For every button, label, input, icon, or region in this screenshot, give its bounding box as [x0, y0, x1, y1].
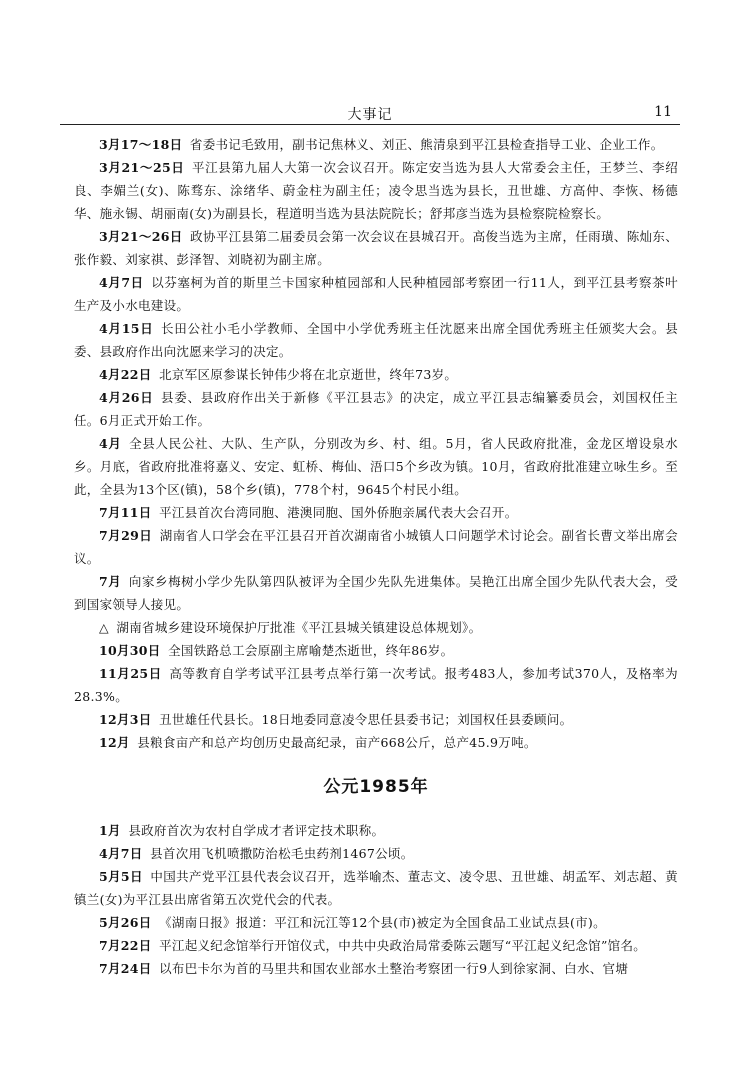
entry-text: 全国铁路总工会原副主席喻楚杰逝世，终年86岁。 — [168, 643, 454, 658]
chronicle-entry — [74, 524, 678, 570]
entry-text: 湖南省城乡建设环境保护厅批准《平江县城关镇建设总体规划》。 — [116, 620, 482, 635]
entry-date: 3月17～18日 — [99, 137, 183, 152]
chronicle-entry — [74, 842, 678, 865]
chronicle-entry — [74, 865, 678, 911]
chronicle-entry — [74, 501, 678, 524]
chronicle-entry — [74, 156, 678, 225]
entry-date: 7月22日 — [99, 938, 152, 953]
entry-text: 平江县首次台湾同胞、港澳同胞、国外侨胞亲属代表大会召开。 — [159, 505, 518, 520]
chronicle-entry — [74, 708, 678, 731]
entry-date: 7月 — [99, 574, 122, 589]
chronicle-entry — [74, 570, 678, 616]
entry-text: 以布巴卡尔为首的马里共和国农业部水土整治考察团一行9人到徐家洞、白水、官塘 — [159, 961, 629, 976]
entry-text: 平江起义纪念馆举行开馆仪式，中共中央政治局常委陈云题写“平江起义纪念馆”馆名。 — [159, 938, 647, 953]
chronicle-entry — [74, 911, 678, 934]
entry-text: 平江县第九届人大第一次会议召开。陈定安当选为县人大常委会主任，王梦兰、李绍良、李媚兰(女)、陈骛东、涂绪华、蔚金柱为副主任；凌令思当选为县长，丑世雄、方高仲、李恢、杨德华、施永锡、胡丽南(女)为副县长，程道明当选为县法院院长；舒邦彦当选为县检察院检察长。 — [74, 160, 678, 221]
entry-text: 省委书记毛致用，副书记焦林义、刘正、熊清泉到平江县检查指导工业、企业工作。 — [189, 137, 664, 152]
chronicle-entry — [74, 225, 678, 271]
chronicle-entry — [74, 957, 678, 980]
entries-1985 — [74, 819, 678, 980]
entry-text: 《湖南日报》报道：平江和沅江等12个县(市)被定为全国食品工业试点县(市)。 — [159, 915, 606, 930]
entry-date: 3月21～25日 — [99, 160, 185, 175]
entry-date: 5月5日 — [99, 869, 143, 884]
chronicle-entry — [74, 731, 678, 754]
entry-text: 政协平江县第二届委员会第一次会议在县城召开。高俊当选为主席，任雨璜、陈灿东、张作毅、刘家祺、彭泽智、刘晓初为副主席。 — [74, 229, 679, 267]
entry-date: 7月24日 — [99, 961, 152, 976]
main-content — [74, 133, 678, 980]
entry-date: 4月 — [99, 436, 122, 451]
entry-date: 4月22日 — [99, 367, 152, 382]
chronicle-entry — [74, 662, 678, 708]
entry-date: 5月26日 — [99, 915, 152, 930]
running-header — [60, 104, 680, 125]
chronicle-entry — [74, 317, 678, 363]
chronicle-entry — [74, 819, 678, 842]
chronicle-entry — [74, 133, 678, 156]
entry-text: 全县人民公社、大队、生产队，分别改为乡、村、组。5月，省人民政府批准，金龙区增设泉水乡。月底，省政府批准将嘉义、安定、虹桥、梅仙、浯口5个乡改为镇。10月，省政府批准建立咏生乡。至此，全县为13个区(镇)，58个乡(镇)，778个村，9645个村民小组。 — [74, 436, 678, 497]
chronicle-entry — [74, 386, 678, 432]
entry-text: 长田公社小毛小学教师、全国中小学优秀班主任沈愿来出席全国优秀班主任颁奖大会。县委、县政府作出向沈愿来学习的决定。 — [74, 321, 679, 359]
entry-date: 4月7日 — [99, 846, 143, 861]
chronicle-entry — [74, 616, 678, 639]
entry-text: 以芬塞柯为首的斯里兰卡国家种植园部和人民种植园部考察团一行11人，到平江县考察茶叶生产及小水电建设。 — [74, 275, 678, 313]
chronicle-entry — [74, 363, 678, 386]
entry-date: 1月 — [99, 823, 121, 838]
entry-date: 4月7日 — [99, 275, 144, 290]
entry-date: 4月26日 — [99, 390, 154, 405]
entries-1984 — [74, 133, 678, 754]
entry-text: 高等教育自学考试平江县考点举行第一次考试。报考483人，参加考试370人，及格率为28.3%。 — [74, 666, 678, 704]
entry-text: 丑世雄任代县长。18日地委同意凌令思任县委书记；刘国权任县委顾问。 — [159, 712, 573, 727]
entry-text: 县粮食亩产和总产均创历史最高纪录，亩产668公斤，总产45.9万吨。 — [137, 735, 537, 750]
entry-text: 湖南省人口学会在平江县召开首次湖南省小城镇人口问题学术讨论会。副省长曹文举出席会议。 — [74, 528, 678, 566]
entry-text: 北京军区原参谋长钟伟少将在北京逝世，终年73岁。 — [159, 367, 458, 382]
entry-date: 10月30日 — [99, 643, 161, 658]
entry-date: 12月 — [99, 735, 130, 750]
year-heading: 公元1985年 — [323, 777, 429, 797]
entry-date: 12月3日 — [99, 712, 152, 727]
entry-date: 11月25日 — [99, 666, 162, 681]
entry-text: 向家乡梅树小学少先队第四队被评为全国少先队先进集体。吴艳江出席全国少先队代表大会，受到国家领导人接见。 — [74, 574, 678, 612]
entry-date: 7月11日 — [99, 505, 152, 520]
chronicle-entry — [74, 639, 678, 662]
page-number: 11 — [654, 104, 672, 120]
chronicle-entry — [74, 271, 678, 317]
chronicle-entry — [74, 934, 678, 957]
entry-text: 中国共产党平江县代表会议召开，选举喻杰、董志文、凌令思、丑世雄、胡孟军、刘志超、黄镇兰(女)为平江县出席省第五次党代会的代表。 — [74, 869, 678, 907]
entry-date: 3月21～26日 — [99, 229, 183, 244]
entry-text: 县政府首次为农村自学成才者评定技术职称。 — [128, 823, 385, 838]
entry-text: 县委、县政府作出关于新修《平江县志》的决定，成立平江县志编纂委员会，刘国权任主任。6月正式开始工作。 — [74, 390, 679, 428]
entry-marker: △ — [99, 620, 109, 635]
entry-date: 4月15日 — [99, 321, 154, 336]
chronicle-entry — [74, 432, 678, 501]
header-title: 大事记 — [347, 107, 393, 123]
entry-date: 7月29日 — [99, 528, 153, 543]
entry-text: 县首次用飞机喷撒防治松毛虫药剂1467公顷。 — [150, 846, 414, 861]
